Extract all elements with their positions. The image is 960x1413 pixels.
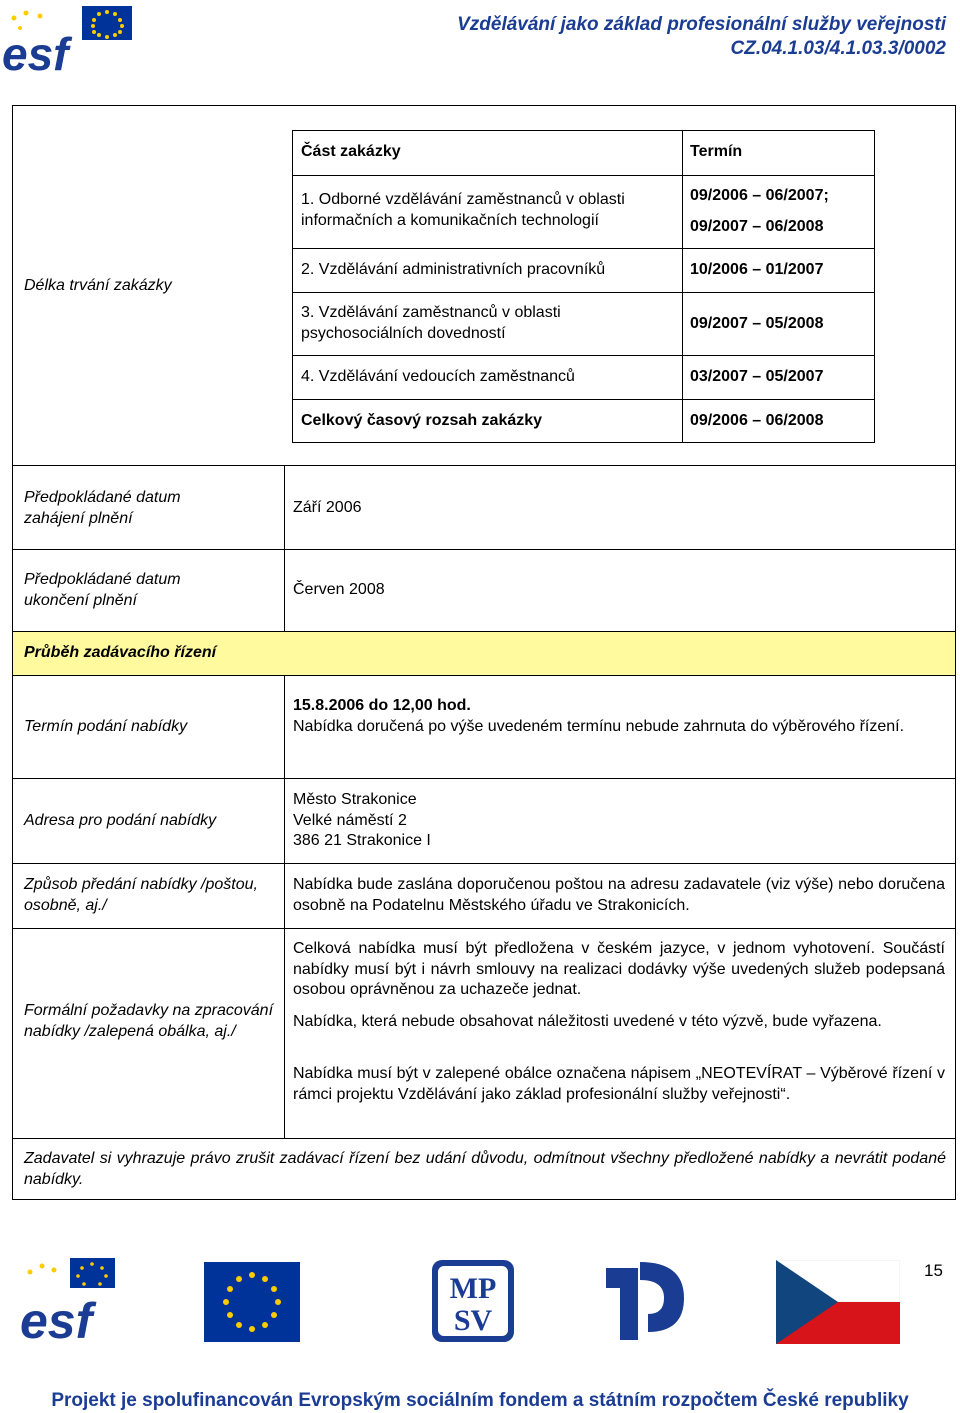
svg-text:esf: esf <box>20 1293 93 1344</box>
czech-flag <box>776 1260 900 1344</box>
reservation-note: Zadavatel si vyhrazuje právo zrušit zadávací řízení bez udání důvodu, odmítnout všechny předložené nabídky a nevrátit podané nabídky. <box>24 1150 946 1188</box>
term-1b: 09/2007 – 06/2008 <box>690 218 824 235</box>
header-text <box>457 13 946 61</box>
duration-label: Délka trvání zakázky <box>24 277 172 294</box>
project-title: Vzdělávání jako základ profesionální služby veřejnosti <box>457 14 946 35</box>
part-2: 2. Vzdělávání administrativních pracovníků <box>301 261 606 278</box>
formal-p1: Celková nabídka musí být předložena v českém jazyce, v jednom vyhotovení. Součástí nabídky musí být i návrh smlouvy na realizaci dodávky výše uvedených služeb podepsaná osobou oprávněnou za uchazeče jednat. <box>293 940 945 998</box>
deadline-label: Termín podání nabídky <box>24 718 188 735</box>
col-part-header: Část zakázky <box>301 143 401 160</box>
project-code: CZ.04.1.03/4.1.03.3/0002 <box>730 38 946 59</box>
part-1: 1. Odborné vzdělávání zaměstnanců v oblasti informačních a komunikačních technologií <box>301 191 625 229</box>
term-3: 09/2007 – 05/2008 <box>690 315 824 332</box>
address-value: Město Strakonice Velké náměstí 2 386 21 Strakonice I <box>293 791 431 849</box>
total-label: Celkový časový rozsah zakázky <box>301 412 543 429</box>
delivery-value: Nabídka bude zaslána doporučenou poštou na adresu zadavatele (viz výše) nebo doručena osobně na Podatelnu Městského úřadu ve Strakonicích. <box>293 876 945 914</box>
end-date-label: Předpokládané datum ukončení plnění <box>24 571 181 609</box>
start-date-label: Předpokládané datum zahájení plnění <box>24 489 181 527</box>
start-date-value: Září 2006 <box>293 499 362 516</box>
formal-label: Formální požadavky na zpracování nabídky /zalepená obálka, aj./ <box>24 1002 274 1040</box>
address-label: Adresa pro podání nabídky <box>24 812 217 829</box>
mpsv-logo <box>430 1258 516 1344</box>
esf-logo-footer <box>20 1258 115 1344</box>
formal-p3: Nabídka musí být v zalepené obálce označena nápisem „NEOTEVÍRAT – Výběrové řízení v rámci projektu Vzdělávání jako základ profesionální služby veřejnosti“. <box>293 1065 945 1103</box>
ministry-logo <box>598 1258 688 1344</box>
total-term: 09/2006 – 06/2008 <box>690 412 824 429</box>
col-term-header: Termín <box>690 143 743 160</box>
part-4: 4. Vzdělávání vedoucích zaměstnanců <box>301 368 575 385</box>
section-title: Průběh zadávacího řízení <box>24 644 217 661</box>
end-date-value: Červen 2008 <box>293 581 385 598</box>
funding-statement: Projekt je spolufinancován Evropským sociálním fondem a státním rozpočtem České republiky <box>51 1390 909 1411</box>
svg-text:SV: SV <box>453 1304 493 1337</box>
term-4: 03/2007 – 05/2007 <box>690 368 824 385</box>
term-1a: 09/2006 – 06/2007; <box>690 187 829 204</box>
deadline-value: 15.8.2006 do 12,00 hod. Nabídka doručená po výše uvedeném termínu nebude zahrnuta do výběrového řízení. <box>293 697 905 735</box>
delivery-label: Způsob předání nabídky /poštou, osobně, aj./ <box>24 876 258 914</box>
page-number: 15 <box>924 1261 943 1280</box>
part-3: 3. Vzdělávání zaměstnanců v oblasti psychosociálních dovedností <box>301 304 561 342</box>
eu-flag <box>204 1262 300 1342</box>
esf-logo-text: esf <box>2 28 69 74</box>
esf-logo-header <box>0 4 135 74</box>
term-2: 10/2006 – 01/2007 <box>690 261 824 278</box>
duration-subtable <box>292 130 875 443</box>
svg-text:MP: MP <box>449 1272 497 1305</box>
formal-p2: Nabídka, která nebude obsahovat náležitosti uvedené v této výzvě, bude vyřazena. <box>293 1013 882 1030</box>
